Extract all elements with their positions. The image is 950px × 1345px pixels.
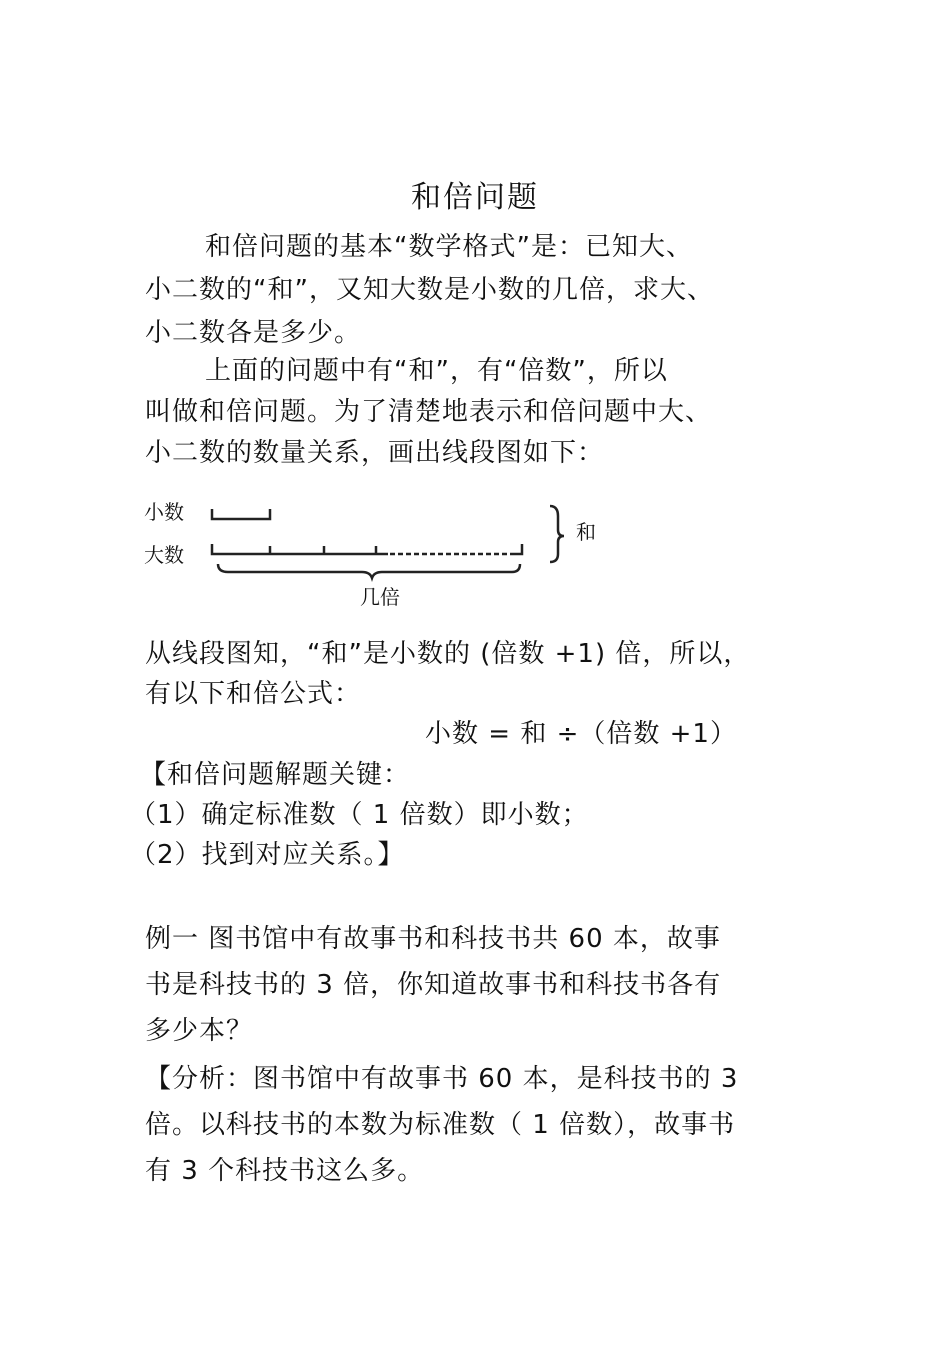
after-diagram-line-1: 从线段图知，“和”是小数的 (倍数 +1) 倍，所以， [145,639,751,669]
small-number-label: 小数 [144,500,184,524]
big-number-segment-end [512,544,522,554]
sum-brace [550,506,564,562]
big-number-segment-solid [212,544,388,554]
times-brace [218,564,520,578]
intro-line-6: 小二数的数量关系，画出线段图如下： [145,438,605,468]
formula: 小数 = 和 ÷（倍数 +1） [425,719,737,749]
intro-line-5: 叫做和倍问题。为了清楚地表示和倍问题中大、 [145,397,713,427]
example-line-1: 例一 图书馆中有故事书和科技书共 60 本，故事 [145,924,721,954]
key-heading: 【和倍问题解题关键： [140,760,411,790]
sum-label: 和 [576,520,596,544]
key-point-1: （1）确定标准数（ 1 倍数）即小数； [130,800,589,830]
intro-line-1: 和倍问题的基本“数学格式”是：已知大、 [205,232,693,262]
intro-line-4: 上面的问题中有“和”，有“倍数”，所以 [205,356,668,386]
page-title: 和倍问题 [411,180,539,215]
analysis-line-3: 有 3 个科技书这么多。 [145,1156,425,1186]
small-number-segment [212,509,270,519]
line-segment-diagram [140,486,620,616]
analysis-line-2: 倍。以科技书的本数为标准数（ 1 倍数），故事书 [145,1110,736,1140]
big-number-label: 大数 [144,543,184,567]
after-diagram-line-2: 有以下和倍公式： [145,679,362,709]
intro-line-2: 小二数的“和”，又知大数是小数的几倍，求大、 [145,275,714,305]
example-line-3: 多少本？ [145,1016,254,1046]
example-line-2: 书是科技书的 3 倍，你知道故事书和科技书各有 [145,970,722,1000]
key-point-2: （2）找到对应关系。】 [130,840,405,870]
intro-line-3: 小二数各是多少。 [145,318,362,348]
analysis-line-1: 【分析：图书馆中有故事书 60 本，是科技书的 3 [145,1064,739,1094]
times-label: 几倍 [360,585,400,609]
